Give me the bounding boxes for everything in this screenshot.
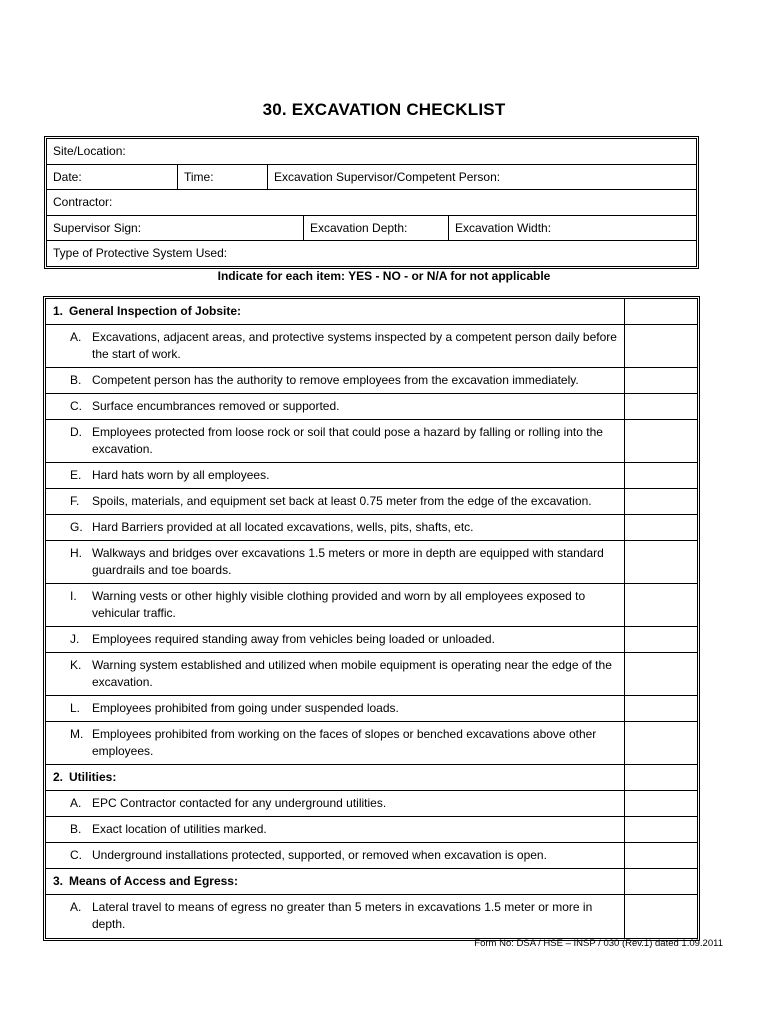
answer-cell[interactable] — [625, 368, 697, 393]
item-text: Spoils, materials, and equipment set back at least 0.75 meter from the edge of the excavation. — [92, 494, 592, 508]
item-letter: I. — [70, 589, 77, 603]
supervisor-sign-field[interactable]: Supervisor Sign: — [47, 216, 304, 241]
answer-cell[interactable] — [625, 515, 697, 540]
item-letter: D. — [70, 425, 82, 439]
checklist-item — [46, 325, 697, 368]
checklist-item — [46, 420, 697, 463]
item-letter: M. — [70, 727, 84, 741]
info-row-site — [47, 139, 696, 165]
checklist-item — [46, 843, 697, 869]
checklist-item — [46, 817, 697, 843]
answer-cell[interactable] — [625, 895, 697, 938]
checklist-item — [46, 489, 697, 515]
item-letter: E. — [70, 468, 82, 482]
item-letter: F. — [70, 494, 80, 508]
item-text: Warning vests or other highly visible clothing provided and worn by all employees exposed to vehicular traffic. — [92, 589, 586, 620]
item-letter: K. — [70, 658, 82, 672]
section-title: General Inspection of Jobsite: — [69, 304, 242, 318]
checklist-item — [46, 653, 697, 696]
answer-cell[interactable] — [625, 584, 697, 626]
answer-cell[interactable] — [625, 627, 697, 652]
info-row-contractor — [47, 190, 696, 216]
checklist-item — [46, 627, 697, 653]
checklist-item — [46, 394, 697, 420]
excavation-depth-field[interactable]: Excavation Depth: — [304, 216, 449, 241]
answer-cell[interactable] — [625, 299, 697, 324]
item-text: Hard Barriers provided at all located excavations, wells, pits, shafts, etc. — [92, 520, 474, 534]
time-field[interactable]: Time: — [178, 165, 268, 190]
answer-cell[interactable] — [625, 489, 697, 514]
section-header-utilities — [46, 765, 697, 791]
answer-cell[interactable] — [625, 653, 697, 695]
checklist-item — [46, 541, 697, 584]
protective-system-field[interactable]: Type of Protective System Used: — [53, 246, 228, 261]
item-letter: L. — [70, 701, 81, 715]
item-text: EPC Contractor contacted for any underground utilities. — [92, 796, 387, 810]
checklist-item — [46, 696, 697, 722]
item-text: Hard hats worn by all employees. — [92, 468, 270, 482]
item-text: Employees prohibited from working on the faces of slopes or benched excavations above other employees. — [92, 727, 597, 758]
info-row-date — [47, 165, 696, 191]
section-title: Means of Access and Egress: — [69, 874, 238, 888]
site-location-field[interactable]: Site/Location: — [53, 144, 126, 158]
item-letter: J. — [70, 632, 80, 646]
item-text: Competent person has the authority to remove employees from the excavation immediately. — [92, 373, 579, 387]
answer-cell[interactable] — [625, 696, 697, 721]
item-text: Walkways and bridges over excavations 1.5 meters or more in depth are equipped with standard guardrails and toe boards. — [92, 546, 604, 577]
item-text: Employees prohibited from going under suspended loads. — [92, 701, 399, 715]
answer-cell[interactable] — [625, 541, 697, 583]
date-field[interactable]: Date: — [47, 165, 178, 190]
section-number: 1. — [53, 304, 64, 318]
answer-cell[interactable] — [625, 817, 697, 842]
section-number: 3. — [53, 874, 64, 888]
item-letter: C. — [70, 848, 82, 862]
page-title: 30. EXCAVATION CHECKLIST — [262, 100, 506, 119]
checklist-item — [46, 463, 697, 489]
checklist-item — [46, 368, 697, 394]
item-letter: G. — [70, 520, 83, 534]
checklist-item — [46, 515, 697, 541]
checklist-item — [46, 584, 697, 627]
item-text: Employees required standing away from vehicles being loaded or unloaded. — [92, 632, 495, 646]
answer-cell[interactable] — [625, 722, 697, 764]
answer-cell[interactable] — [625, 463, 697, 488]
contractor-field[interactable]: Contractor: — [53, 195, 113, 210]
item-text: Underground installations protected, supported, or removed when excavation is open. — [92, 848, 547, 862]
excavation-width-field[interactable]: Excavation Width: — [455, 220, 552, 235]
form-number-footer: Form No: DSA / HSE – INSP / 030 (Rev.1) dated 1.09.2011 — [474, 938, 723, 949]
answer-cell[interactable] — [625, 869, 697, 894]
checklist-item — [46, 791, 697, 817]
item-letter: C. — [70, 399, 82, 413]
item-text: Warning system established and utilized when mobile equipment is operating near the edge of the excavation. — [92, 658, 612, 689]
section-header-general-inspection — [46, 299, 697, 325]
item-letter: B. — [70, 822, 82, 836]
item-letter: A. — [70, 330, 82, 344]
answer-cell[interactable] — [625, 394, 697, 419]
item-text: Employees protected from loose rock or soil that could pose a hazard by falling or rolling into the excavation. — [92, 425, 603, 456]
header-info-table — [46, 138, 697, 267]
answer-cell[interactable] — [625, 325, 697, 367]
answer-cell[interactable] — [625, 765, 697, 790]
item-text: Surface encumbrances removed or supported. — [92, 399, 340, 413]
answer-cell[interactable] — [625, 843, 697, 868]
checklist-item — [46, 722, 697, 765]
info-row-protective — [47, 241, 696, 267]
section-header-access-egress — [46, 869, 697, 895]
info-row-sign — [47, 216, 696, 242]
section-number: 2. — [53, 770, 64, 784]
answer-cell[interactable] — [625, 791, 697, 816]
item-letter: H. — [70, 546, 82, 560]
item-text: Exact location of utilities marked. — [92, 822, 267, 836]
item-text: Lateral travel to means of egress no greater than 5 meters in excavations 1.5 meter or more in depth. — [92, 900, 593, 931]
item-letter: A. — [70, 900, 82, 914]
answer-cell[interactable] — [625, 420, 697, 462]
supervisor-field[interactable]: Excavation Supervisor/Competent Person: — [274, 169, 501, 184]
item-letter: A. — [70, 796, 82, 810]
checklist-table — [45, 298, 698, 939]
instruction-text: Indicate for each item: YES - NO - or N/A for not applicable — [217, 269, 551, 283]
item-letter: B. — [70, 373, 82, 387]
checklist-item — [46, 895, 697, 938]
section-title: Utilities: — [69, 770, 117, 784]
item-text: Excavations, adjacent areas, and protective systems inspected by a competent person daily before the start of work. — [92, 330, 617, 361]
